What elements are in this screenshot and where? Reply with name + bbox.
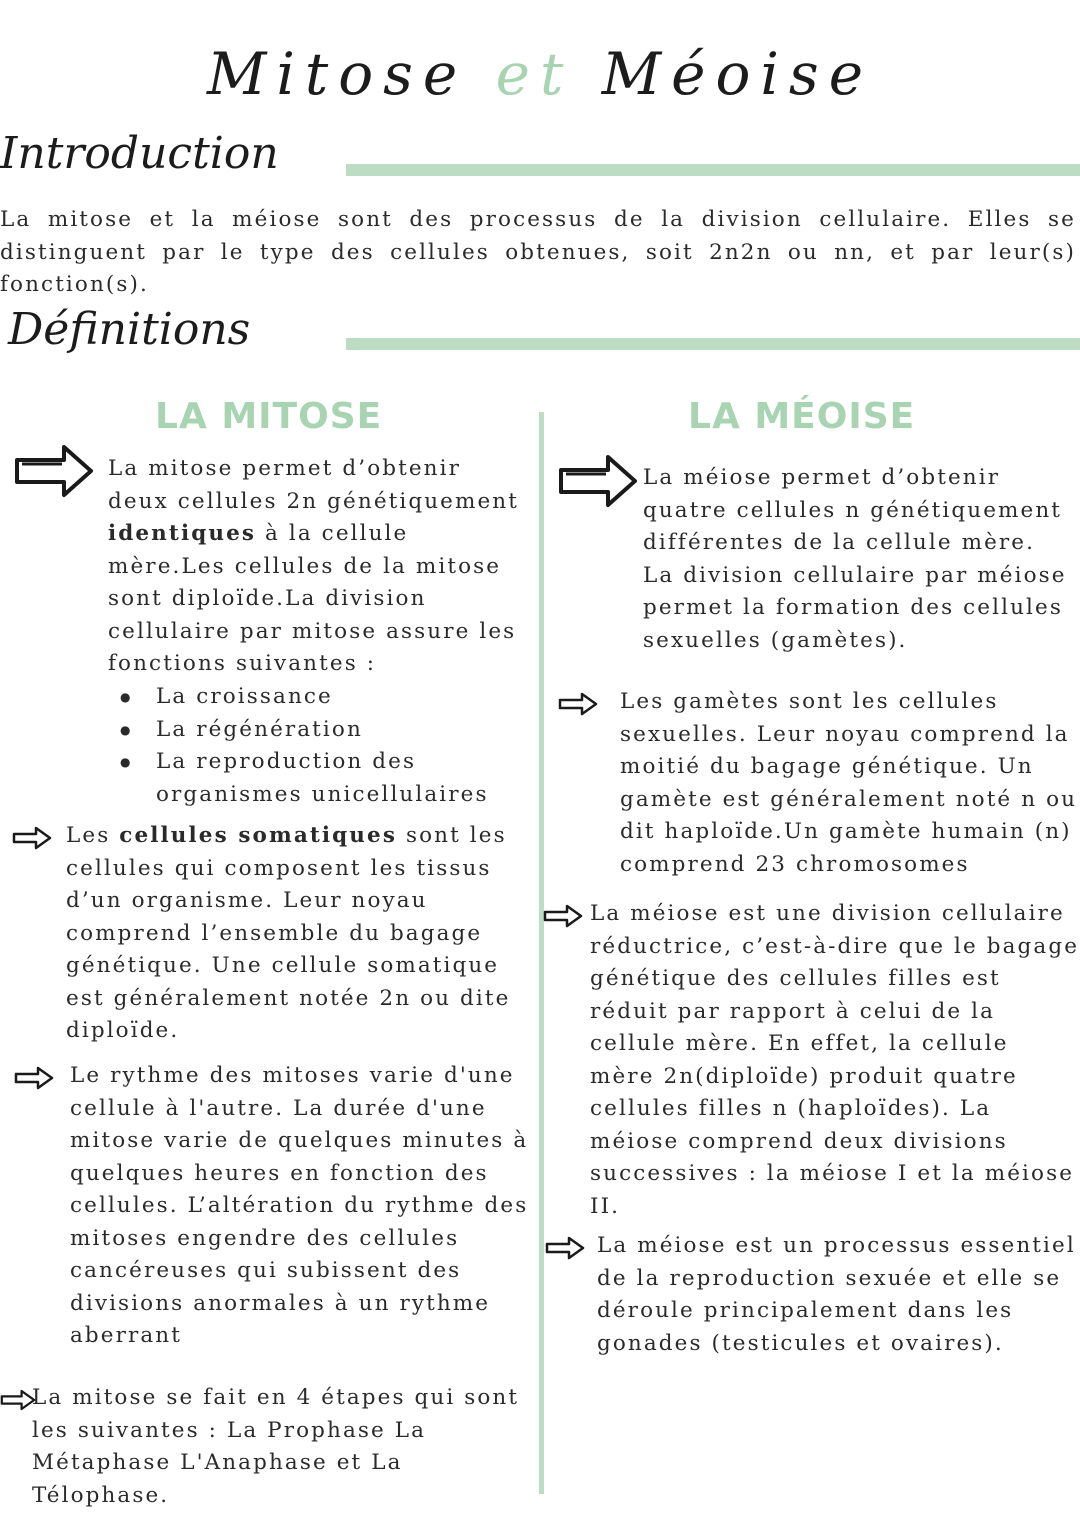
introduction-heading: Introduction (0, 128, 279, 179)
meiose-heading: LA MÉOISE (688, 396, 916, 437)
mitose-block-3: Le rythme des mitoses varie d'une cellule à l'autre. La durée d'une mitose varie de quelques minutes à quelques heures en fonction des cellules. L’altération du rythme des mitoses engendre des cellules cancéreuses qui subissent des divisions anormales à un rythme aberrant (70, 1063, 529, 1348)
page-title (0, 40, 1080, 108)
mitose-block-4: La mitose se fait en 4 étapes qui sont les suivantes : La Prophase La Métaphase L'Anaphase et La Télophase. (32, 1385, 520, 1508)
list-item: ● La régénération (108, 714, 508, 747)
block-arrow-icon (14, 444, 94, 498)
keyword-cellules-somatiques: cellules somatiques (119, 823, 398, 848)
keyword-identiques: identiques (108, 521, 257, 546)
meiose-block-3: La méiose est une division cellulaire réductrice, c’est-à-dire que le bagage génétique des cellules filles est réduit par rapport à celui de la cellule mère. En effet, la cellule mère 2n(diploïde) produit quatre cellules filles n (haploïdes). La méiose comprend deux divisions successives : la méiose I et la méiose II. (590, 901, 1080, 1219)
title-part-et: et (495, 40, 574, 108)
block-arrow-icon (558, 454, 638, 508)
introduction-text: La mitose et la méiose sont des processus de la division cellulaire. Elles se distinguent par le type des cellules obtenues, soit 2n2n ou nn, et par leur(s) fonction(s). (0, 207, 1076, 297)
mitose-heading: LA MITOSE (155, 396, 383, 437)
list-item: ● La croissance (108, 681, 508, 714)
list-item: ● La reproduction des organismes unicellulaires (108, 746, 508, 811)
mitose-block-1: La mitose permet d’obtenir deux cellules 2n génétiquement identiques à la cellule mère.Les cellules de la mitose sont diploïde.La division cellulaire par mitose assure les fonctions suivantes : (108, 456, 519, 676)
arrow-right-icon (543, 904, 583, 928)
arrow-right-icon (12, 826, 52, 850)
arrow-right-icon (558, 692, 598, 716)
arrow-right-icon (14, 1066, 54, 1090)
definitions-rule (346, 338, 1080, 350)
introduction-rule (346, 164, 1080, 176)
arrow-right-icon (0, 1388, 36, 1412)
meiose-block-4: La méiose est un processus essentiel de la reproduction sexuée et elle se déroule principalement dans les gonades (testicules et ovaires). (597, 1233, 1076, 1356)
arrow-right-icon (545, 1236, 585, 1260)
meiose-block-2: Les gamètes sont les cellules sexuelles. Leur noyau comprend la moitié du bagage génétique. Un gamète est généralement noté n ou dit haploïde.Un gamète humain (n) comprend 23 chromosomes (620, 689, 1078, 877)
mitose-functions-list (108, 681, 508, 811)
title-part-mitose: Mitose (206, 40, 468, 108)
definitions-heading: Définitions (8, 304, 251, 355)
title-part-meiose: Méoise (601, 40, 874, 108)
mitose-block-2: Les cellules somatiques sont les cellules qui composent les tissus d’un organisme. Leur noyau comprend l’ensemble du bagage génétique. Une cellule somatique est généralement notée 2n ou dite diploïde. (66, 823, 511, 1043)
meiose-block-1: La méiose permet d’obtenir quatre cellules n génétiquement différentes de la cellule mère. La division cellulaire par méiose permet la formation des cellules sexuelles (gamètes). (643, 465, 1067, 653)
